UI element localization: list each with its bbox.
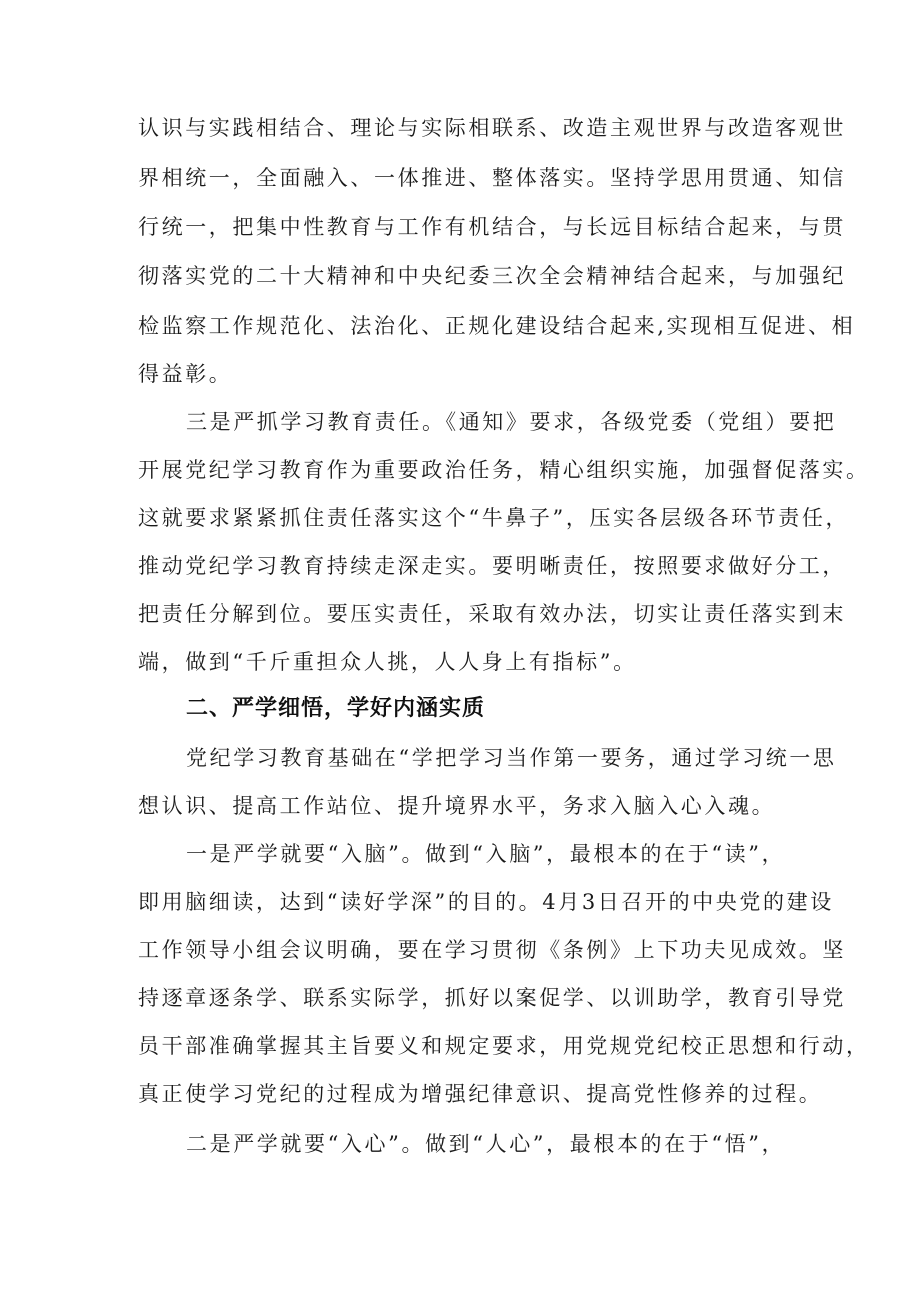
text-line: 把责任分解到位。要压实责任，采取有效办法，切实让责任落实到末 [138,602,846,626]
text-line: 端，做到“千斤重担众人挑，人人身上有指标”。 [138,650,637,674]
text-line: 彻落实党的二十大精神和中央纪委三次全会精神结合起来，与加强纪 [138,264,846,288]
text-line: 员干部准确掌握其主旨要义和规定要求，用党规党纪校正思想和行动， [138,1034,870,1058]
text-line: 持逐章逐条学、联系实际学，抓好以案促学、以训助学，教育引导党 [138,986,846,1010]
paragraph-first-line: 一是严学就要“入脑”。做到“入脑”，最根本的在于“读”， [186,842,786,866]
text-line: 工作领导小组会议明确，要在学习贯彻《条例》上下功夫见成效。坚 [138,938,846,962]
text-line: 行统一，把集中性教育与工作有机结合，与长远目标结合起来，与贯 [138,215,846,239]
text-line: 想认识、提高工作站位、提升境界水平，务求入脑入心入魂。 [138,794,776,818]
paragraph-first-line: 二是严学就要“入心”。做到“人心”，最根本的在于“悟”， [186,1132,786,1156]
text-line: 开展党纪学习教育作为重要政治任务，精心组织实施，加强督促落实。 [138,458,870,482]
text-line: 检监察工作规范化、法治化、正规化建设结合起来,实现相互促进、相 [138,314,856,338]
paragraph-first-line: 党纪学习教育基础在“学把学习当作第一要务，通过学习统一思 [186,746,837,770]
text-line: 认识与实践相结合、理论与实际相联系、改造主观世界与改造客观世 [138,116,846,140]
text-line: 真正使学习党纪的过程成为增强纪律意识、提高党性修养的过程。 [138,1082,823,1106]
paragraph-first-line: 三是严抓学习教育责任。《通知》要求，各级党委（党组）要把 [186,410,837,434]
text-line: 这就要求紧紧抓住责任落实这个“牛鼻子”，压实各层级各环节责任， [138,506,850,530]
section-heading: 二、严学细悟，学好内涵实质 [186,696,486,721]
text-line: 得益彰。 [138,362,233,386]
text-line: 即用脑细读，达到“读好学深”的目的。4月3日召开的中央党的建设 [138,890,834,914]
text-line: 界相统一，全面融入、一体推进、整体落实。坚持学思用贯通、知信 [138,166,846,190]
text-line: 推动党纪学习教育持续走深走实。要明晰责任，按照要求做好分工， [138,554,846,578]
